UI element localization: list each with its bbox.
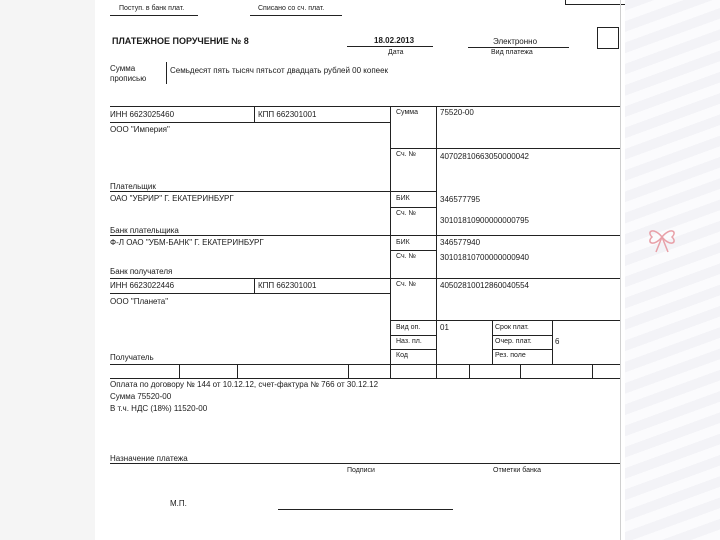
payer-amount: 75520-00 <box>440 108 474 117</box>
recipient-name: ООО "Планета" <box>110 297 169 306</box>
bank-mark-label: Отметки банка <box>493 467 541 474</box>
recipient-bank-role-label: Банк получателя <box>110 267 173 276</box>
payment-type-label: Вид платежа <box>491 49 533 56</box>
payer-amount-label: Сумма <box>396 109 418 116</box>
payer-kpp: КПП 662301001 <box>258 110 317 119</box>
recipient-bank-corr: 30101810700000000940 <box>440 253 529 262</box>
srok-label: Срок плат. <box>495 324 529 331</box>
ochered-label: Очер. плат. <box>495 338 532 345</box>
purpose-line-3: В т.ч. НДС (18%) 11520-00 <box>110 404 208 413</box>
signature-line <box>278 509 453 510</box>
payer-bank-name: ОАО "УБРИР" Г. ЕКАТЕРИНБУРГ <box>110 194 234 203</box>
payer-bank-role-label: Банк плательщика <box>110 226 179 235</box>
debited-label: Списано со сч. плат. <box>258 5 325 12</box>
payer-role-label: Плательщик <box>110 182 156 191</box>
vid-op-value: 01 <box>440 323 449 332</box>
form-code-box <box>597 27 619 49</box>
recipient-kpp: КПП 662301001 <box>258 281 317 290</box>
date-label: Дата <box>388 49 404 56</box>
naz-pl-label: Наз. пл. <box>396 338 422 345</box>
recipient-account-label: Сч. № <box>396 281 417 288</box>
payer-account-label: Сч. № <box>396 151 417 158</box>
vid-op-label: Вид оп. <box>396 324 421 331</box>
ochered-value: 6 <box>555 337 560 346</box>
signatures-label: Подписи <box>347 467 375 474</box>
recipient-bank-corr-label: Сч. № <box>396 253 417 260</box>
payer-inn: ИНН 6623025460 <box>110 110 175 119</box>
amount-words-label-1: Сумма <box>110 64 136 73</box>
received-label: Поступ. в банк плат. <box>119 5 185 12</box>
payer-bank-bik-label: БИК <box>396 195 410 202</box>
order-date: 18.02.2013 <box>374 36 415 45</box>
right-margin-background <box>625 0 720 540</box>
payer-bank-bik: 346577795 <box>440 195 481 204</box>
rez-label: Рез. поле <box>495 352 526 359</box>
kod-label: Код <box>396 352 408 359</box>
recipient-bank-bik-label: БИК <box>396 239 410 246</box>
recipient-account: 40502810012860040554 <box>440 281 529 290</box>
payer-name: ООО "Империя" <box>110 125 170 134</box>
payment-order-document <box>95 0 625 540</box>
amount-words-value: Семьдесят пять тысяч пятьсот двадцать рублей 00 копеек <box>170 66 389 75</box>
recipient-role-label: Получатель <box>110 353 154 362</box>
payer-bank-corr: 30101810900000000795 <box>440 216 529 225</box>
payer-account: 40702810663050000042 <box>440 152 529 161</box>
recipient-inn: ИНН 6623022446 <box>110 281 175 290</box>
recipient-bank-bik: 346577940 <box>440 238 481 247</box>
purpose-line-1: Оплата по договору № 144 от 10.12.12, счет-фактура № 766 от 30.12.12 <box>110 380 379 389</box>
purpose-line-2: Сумма 75520-00 <box>110 392 172 401</box>
purpose-label: Назначение платежа <box>110 454 188 463</box>
recipient-bank-name: Ф-Л ОАО "УБМ-БАНК" Г. ЕКАТЕРИНБУРГ <box>110 238 264 247</box>
amount-words-label-2: прописью <box>110 74 147 83</box>
payer-bank-corr-label: Сч. № <box>396 210 417 217</box>
stamp-label: М.П. <box>170 499 187 508</box>
left-margin-background <box>0 0 95 540</box>
page-title: ПЛАТЕЖНОЕ ПОРУЧЕНИЕ № 8 <box>112 36 249 46</box>
payment-type: Электронно <box>493 37 538 46</box>
ribbon-icon <box>644 225 680 253</box>
